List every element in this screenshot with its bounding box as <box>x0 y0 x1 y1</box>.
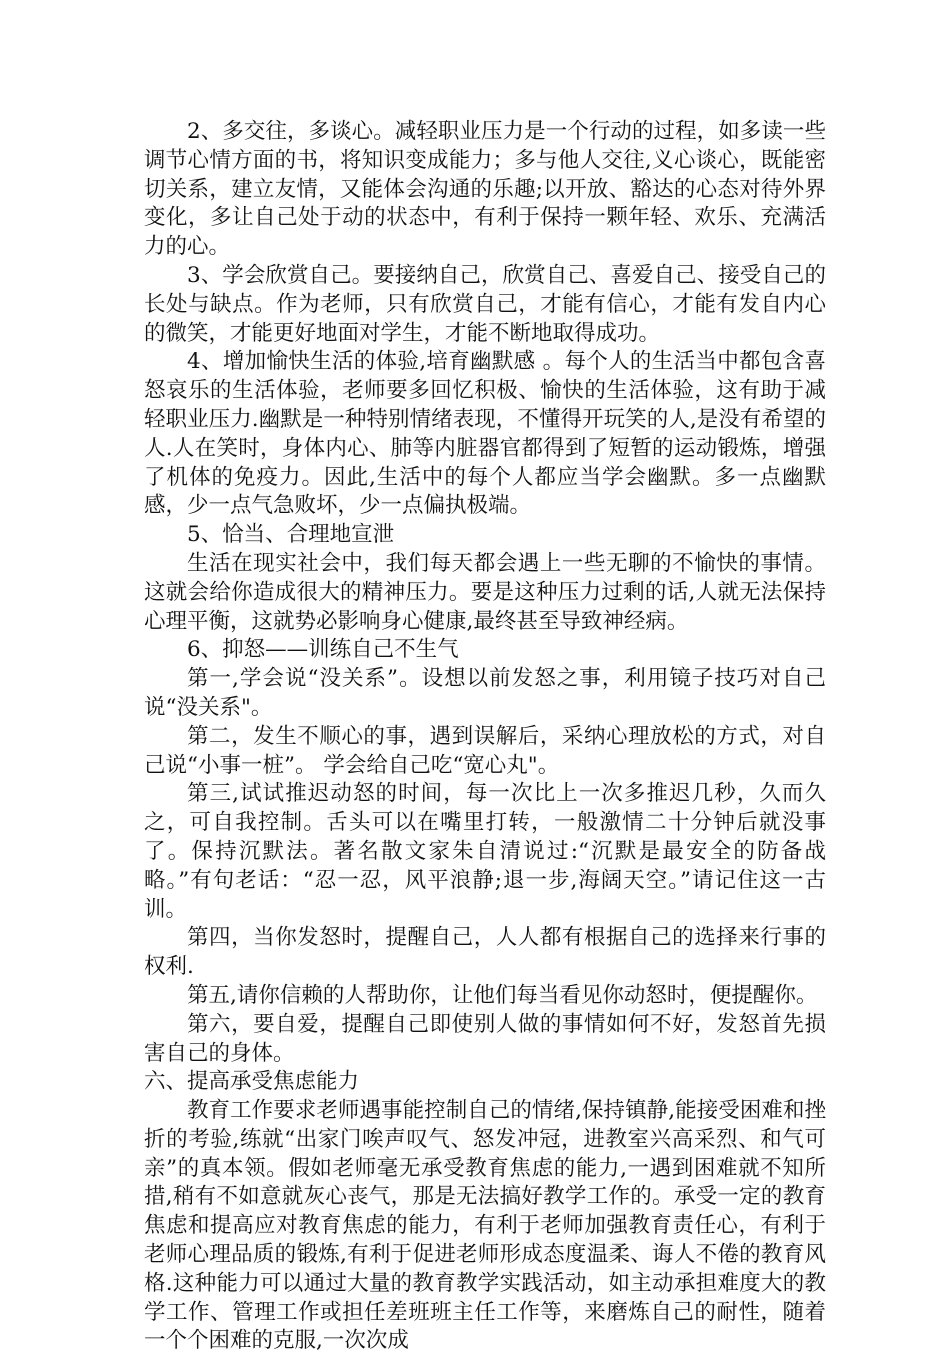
paragraph-humor: 4、增加愉快生活的体验,培育幽默感 。每个人的生活当中都包含喜怒哀乐的生活体验，老师要多回忆积极、愉快的生活体验，这有助于减轻职业压力.幽默是一种特别情绪表现，不懂得开玩笑的人,是没有希望的人.人在笑时，身体内心、肺等内脏器官都得到了短暂的运动锻炼，增强了机体的免疫力。因此,生活中的每个人都应当学会幽默。多一点幽默感，少一点气急败坏，少一点偏执极端。 <box>144 349 826 519</box>
paragraph-fourth: 第四，当你发怒时，提醒自己，人人都有根据自己的选择来行事的权利. <box>144 925 826 980</box>
paragraph-sixth: 第六，要自爱，提醒自己即使别人做的事情如何不好，发怒首先损害自己的身体。 <box>144 1011 826 1066</box>
paragraph-first: 第一,学会说“没关系”。设想以前发怒之事，利用镜子技巧对自己说“没关系"。 <box>144 666 826 720</box>
paragraph-vent: 生活在现实社会中，我们每天都会遇上一些无聊的不愉快的事情。这就会给你造成很大的精神压力。要是这种压力过剩的话,人就无法保持心理平衡，这就势必影响身心健康,最终甚至导致神经病。 <box>144 550 826 634</box>
paragraph-communicate: 2、多交往，多谈心。减轻职业压力是一个行动的过程，如多读一些调节心情方面的书，将知识变成能力；多与他人交往,义心谈心，既能密切关系，建立友情，又能体会沟通的乐趣;以开放、豁达的心态对待外界变化，多让自己处于动的状态中，有利于保持一颗年轻、欢乐、充满活力的心。 <box>144 119 826 260</box>
paragraph-second: 第二，发生不顺心的事，遇到误解后，采纳心理放松的方式，对自己说“小事一桩”。 学会给自己吃“宽心丸"。 <box>144 723 826 778</box>
paragraph-third: 第三,试试推迟动怒的时间，每一次比上一次多推迟几秒，久而久之，可自我控制。舌头可以在嘴里打转，一般激情二十分钟后就没事了。保持沉默法。著名散文家朱自清说过:“沉默是最安全的防备战略。”有句老话：“忍一忍，风平浪静;退一步,海阔天空。”请记住这一古训。 <box>144 781 826 922</box>
paragraph-appreciate-self: 3、学会欣赏自己。要接纳自己，欣赏自己、喜爱自己、接受自己的长处与缺点。作为老师，只有欣赏自己，才能有信心，才能有发自内心的微笑，才能更好地面对学生，才能不断地取得成功。 <box>144 262 826 346</box>
paragraph-anxiety: 教育工作要求老师遇事能控制自己的情绪,保持镇静,能接受困难和挫折的考验,练就“出家门唉声叹气、怒发冲冠，进教室兴高采烈、和气可亲”的真本领。假如老师毫无承受教育焦虑的能力,一遇到困难就不知所措,稍有不如意就灰心丧气，那是无法搞好教学工作的。承受一定的教育焦虑和提高应对教育焦虑的能力，有利于老师加强教育责任心，有利于老师心理品质的锻炼,有利于促进老师形成态度温柔、诲人不倦的教育风格.这种能力可以通过大量的教育教学实践活动，如主动承担难度大的教学工作、管理工作或担任差班班主任工作等，来磨炼自己的耐性，随着一个个困难的克服,一次次成 <box>144 1098 826 1354</box>
paragraph-fifth: 第五,请你信赖的人帮助你，让他们每当看见你动怒时，便提醒你。 <box>187 982 818 1008</box>
section-heading-anxiety: 六、提高承受焦虑能力 <box>144 1069 360 1095</box>
document-body <box>144 118 826 1356</box>
heading-vent: 5、恰当、合理地宣泄 <box>187 522 395 548</box>
heading-control-anger: 6、抑怒——训练自己不生气 <box>187 637 459 663</box>
